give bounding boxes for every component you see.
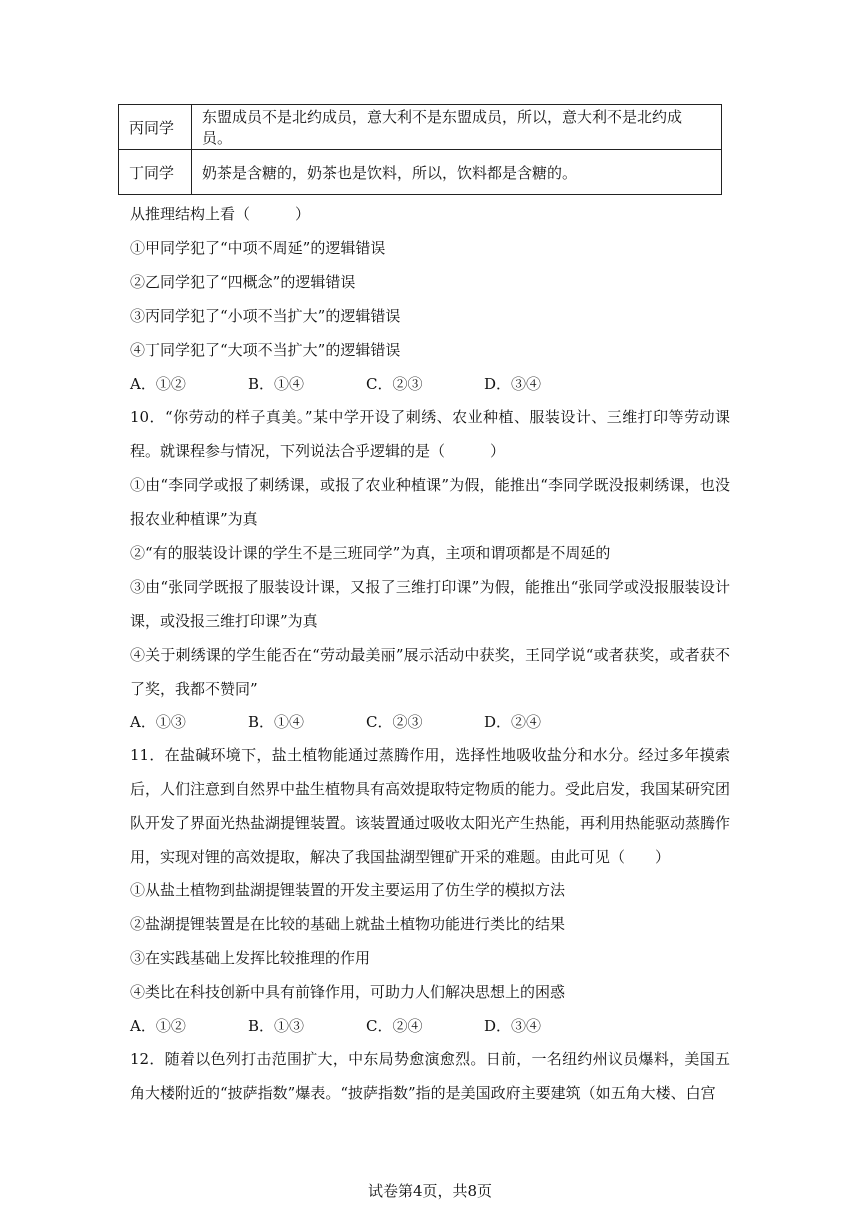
table-cell-text: 东盟成员不是北约成员，意大利不是东盟成员，所以，意大利不是北约成员。: [192, 105, 722, 150]
q11-item-1: ①从盐土植物到盐湖提锂装置的开发主要运用了仿生学的模拟方法: [130, 881, 566, 899]
q9-options: [130, 374, 602, 394]
q9-item-1: ①甲同学犯了“中项不周延”的逻辑错误: [130, 239, 386, 257]
q10-option-c[interactable]: C．②③: [366, 713, 423, 731]
q9-stem: 从推理结构上看（ ）: [130, 205, 311, 223]
table-row: [119, 150, 722, 195]
q11-option-c[interactable]: C．②④: [366, 1017, 423, 1035]
q10-stem: 10．“你劳动的样子真美。”某中学开设了刺绣、农业种植、服装设计、三维打印等劳动课程。就课程参与情况，下列说法合乎逻辑的是（ ）: [130, 408, 730, 460]
q11-option-a[interactable]: A．①②: [130, 1017, 186, 1035]
q9-item-2: ②乙同学犯了“四概念”的逻辑错误: [130, 273, 356, 291]
reasoning-table: [118, 104, 722, 195]
q10-option-b[interactable]: B．①④: [248, 713, 305, 731]
q11-option-d[interactable]: D．③④: [484, 1017, 542, 1035]
page-footer: 试卷第4页，共8页: [367, 1182, 493, 1200]
q10-option-a[interactable]: A．①③: [130, 713, 186, 731]
q10-options: [130, 712, 602, 732]
q11-item-3: ③在实践基础上发挥比较推理的作用: [130, 949, 371, 967]
q11-item-2: ②盐湖提锂装置是在比较的基础上就盐土植物功能进行类比的结果: [130, 915, 566, 933]
q11-options: [130, 1016, 602, 1036]
q10-item-4: ④关于刺绣课的学生能否在“劳动最美丽”展示活动中获奖，王同学说“或者获奖，或者获不了奖，我都不赞同”: [130, 646, 730, 698]
table-cell-name: 丙同学: [119, 105, 192, 150]
q11-item-4: ④类比在科技创新中具有前锋作用，可助力人们解决思想上的困惑: [130, 983, 566, 1001]
table-cell-text: 奶茶是含糖的，奶茶也是饮料，所以，饮料都是含糖的。: [192, 150, 722, 195]
q10-item-3: ③由“张同学既报了服装设计课，又报了三维打印课”为假，能推出“张同学或没报服装设计课，或没报三维打印课”为真: [130, 578, 730, 630]
q9-option-a[interactable]: A．①②: [130, 375, 186, 393]
table-cell-name: 丁同学: [119, 150, 192, 195]
q9-item-3: ③丙同学犯了“小项不当扩大”的逻辑错误: [130, 307, 401, 325]
q10-item-1: ①由“李同学或报了刺绣课，或报了农业种植课”为假，能推出“李同学既没报刺绣课，也没报农业种植课”为真: [130, 476, 730, 528]
q11-stem: 11．在盐碱环境下，盐土植物能通过蒸腾作用，选择性地吸收盐分和水分。经过多年摸索后，人们注意到自然界中盐生植物具有高效提取特定物质的能力。受此启发，我国某研究团队开发了界面光热盐湖提锂装置。该装置通过吸收太阳光产生热能，再利用热能驱动蒸腾作用，实现对锂的高效提取，解决了我国盐湖型锂矿开采的难题。由此可见（ ）: [130, 746, 731, 866]
q9-option-b[interactable]: B．①④: [248, 375, 305, 393]
q12-stem: 12．随着以色列打击范围扩大，中东局势愈演愈烈。日前，一名纽约州议员爆料，美国五角大楼附近的“披萨指数”爆表。“披萨指数”指的是美国政府主要建筑（如五角大楼、白宫: [130, 1050, 730, 1102]
q11-option-b[interactable]: B．①③: [248, 1017, 305, 1035]
q9-option-d[interactable]: D．③④: [484, 375, 542, 393]
q9-item-4: ④丁同学犯了“大项不当扩大”的逻辑错误: [130, 341, 401, 359]
q10-item-2: ②“有的服装设计课的学生不是三班同学”为真，主项和谓项都是不周延的: [130, 544, 611, 562]
q9-option-c[interactable]: C．②③: [366, 375, 423, 393]
q10-option-d[interactable]: D．②④: [484, 713, 542, 731]
table-row: [119, 105, 722, 150]
